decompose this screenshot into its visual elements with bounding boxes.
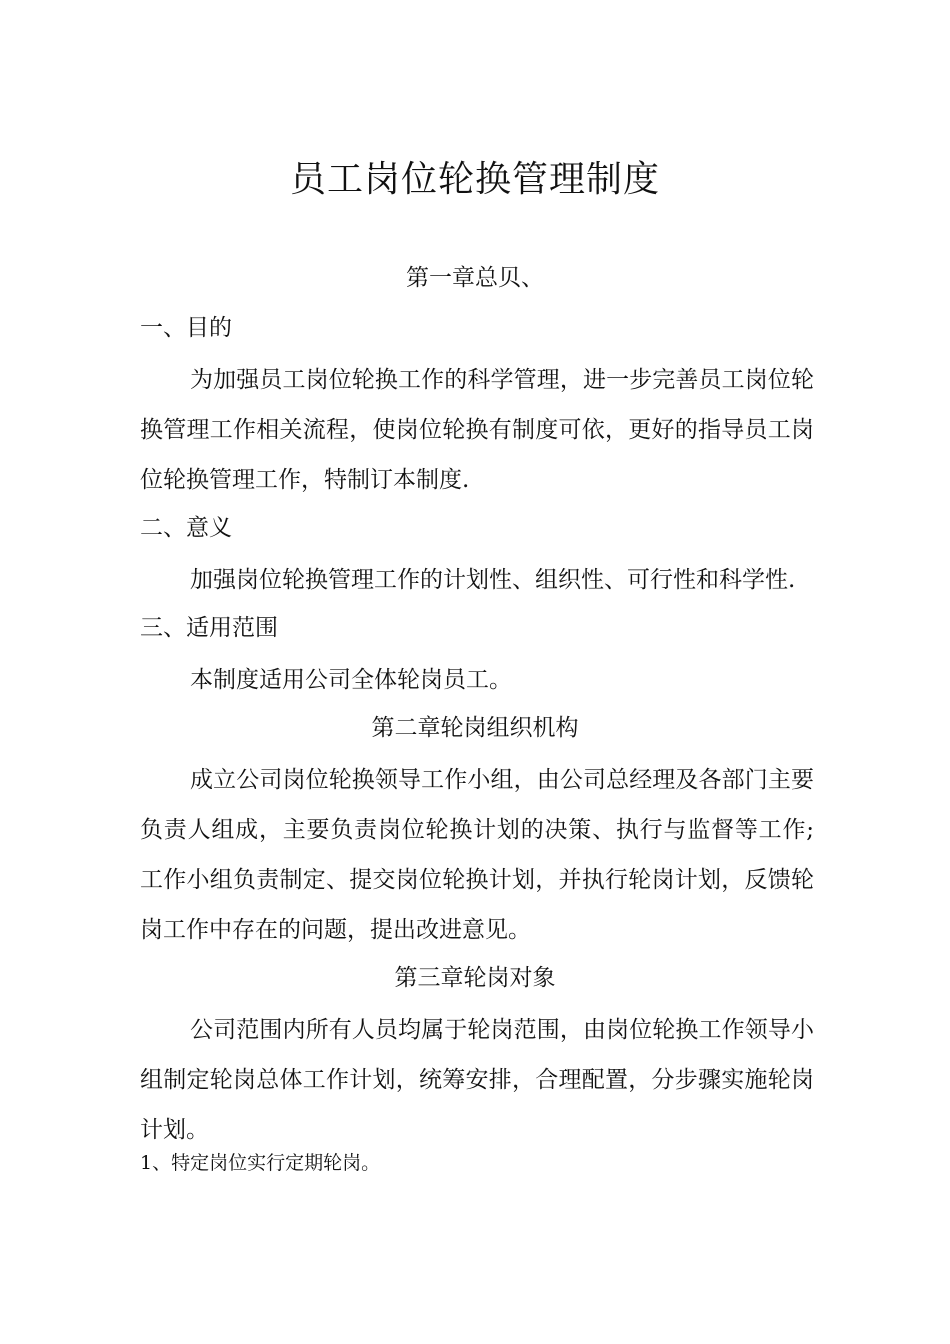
chapter-3-heading: 第三章轮岗对象 [394, 965, 556, 991]
section-1-heading: 一、目的 [140, 315, 232, 341]
list-item-1: 1、特定岗位实行定期轮岗。 [140, 1152, 381, 1174]
chapter-3-paragraph: 公司范围内所有人员均属于轮岗范围，由岗位轮换工作领导小组制定轮岗总体工作计划，统筹安排，合理配置，分步骤实施轮岗计划。 [140, 1017, 814, 1143]
chapter-2-paragraph: 成立公司岗位轮换领导工作小组，由公司总经理及各部门主要负责人组成，主要负责岗位轮换计划的决策、执行与监督等工作;工作小组负责制定、提交岗位轮换计划，并执行轮岗计划，反馈轮岗工作中存在的问题，提出改进意见。 [140, 767, 814, 943]
section-2-paragraph: 加强岗位轮换管理工作的计划性、组织性、可行性和科学性. [190, 567, 796, 593]
chapter-2-heading: 第二章轮岗组织机构 [371, 715, 579, 741]
document-title: 员工岗位轮换管理制度 [289, 159, 660, 200]
section-3-paragraph: 本制度适用公司全体轮岗员工。 [190, 667, 512, 693]
section-2-heading: 二、意义 [140, 515, 232, 541]
section-3-heading: 三、适用范围 [140, 615, 278, 641]
chapter-1-heading: 第一章总贝、 [406, 265, 544, 291]
section-1-paragraph: 为加强员工岗位轮换工作的科学管理，进一步完善员工岗位轮换管理工作相关流程，使岗位轮换有制度可依，更好的指导员工岗位轮换管理工作，特制订本制度. [140, 367, 814, 493]
